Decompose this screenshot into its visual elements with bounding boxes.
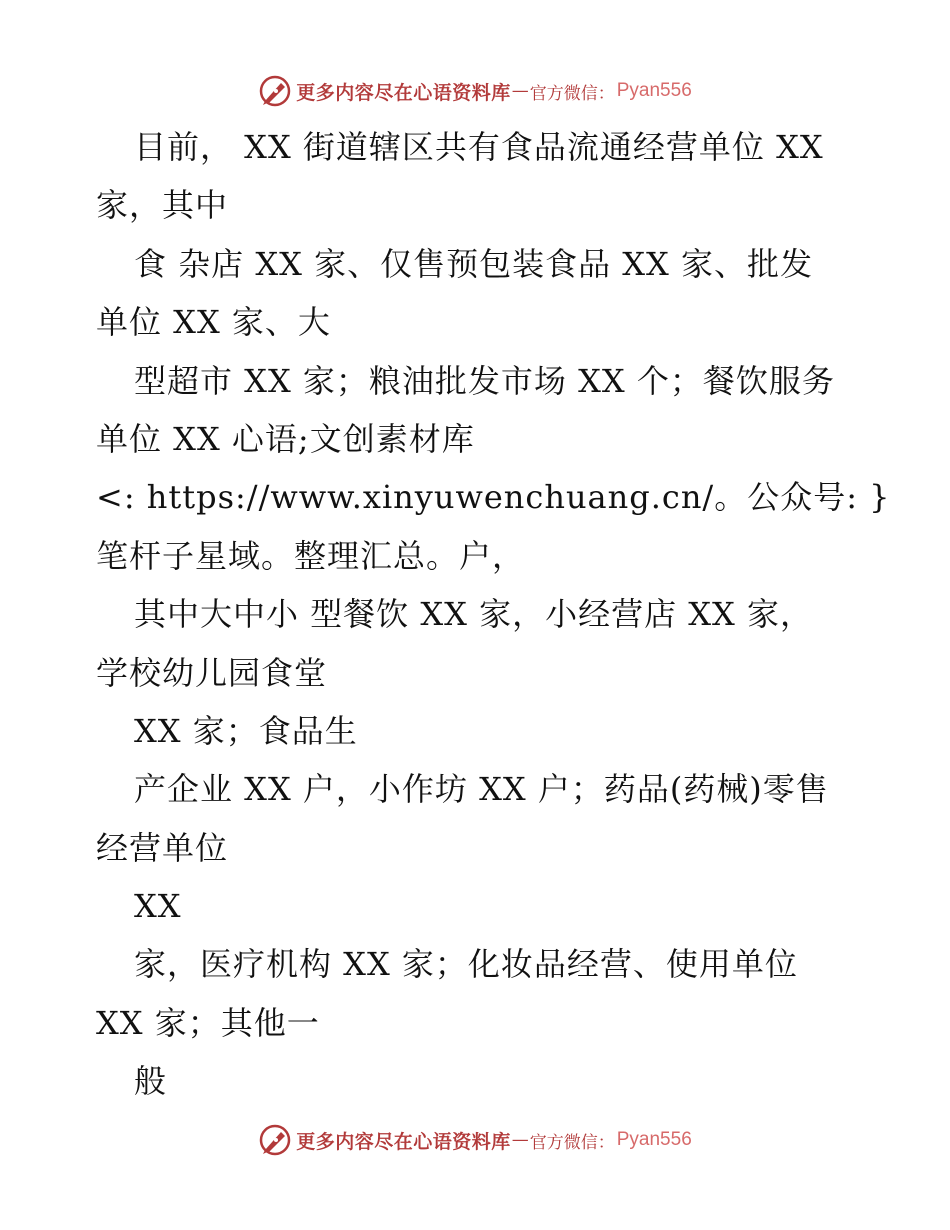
watermark-separator: — [511, 1130, 529, 1150]
body-line: XX [134, 887, 182, 926]
watermark-wechat-id: Pyan556 [616, 1129, 692, 1150]
body-line: 家，其中 [96, 186, 229, 225]
body-line: 产企业 XX 户，小作坊 XX 户；药品(药械)零售 [134, 770, 829, 809]
body-line: 般 [134, 1062, 168, 1101]
body-line: 笔杆子星域。整理汇总。户， [96, 536, 526, 575]
body-line: 单位 XX 家、大 [96, 303, 331, 342]
watermark-wechat-label: 官方微信： [529, 1132, 615, 1153]
body-line: 学校幼儿园食堂 [96, 653, 328, 692]
body-line: 型超市 XX 家；粮油批发市场 XX 个；餐饮服务 [134, 361, 835, 400]
pen-logo-icon [258, 1123, 292, 1157]
body-line: 家，医疗机构 XX 家；化妆品经营、使用单位 [134, 945, 798, 984]
body-line: XX 家；食品生 [134, 711, 358, 750]
body-line: XX 家；其他一 [96, 1003, 320, 1042]
body-line: 经营单位 [96, 828, 229, 867]
body-line: 单位 XX 心语;文创素材库 [96, 419, 475, 458]
watermark-wechat-id: Pyan556 [616, 80, 692, 101]
body-line: 其中大中小 型餐饮 XX 家，小经营店 XX 家， [134, 595, 813, 634]
body-line: 目前， XX 街道辖区共有食品流通经营单位 XX [134, 128, 824, 166]
watermark-brand: 更多内容尽在心语资料库 [296, 1130, 511, 1153]
body-line-url: <: https://www.xinyuwenchuang.cn/。公众号: } [96, 478, 891, 517]
pen-logo-icon [258, 74, 292, 108]
header-watermark [0, 71, 950, 111]
watermark-wechat-label: 官方微信： [529, 83, 615, 104]
document-body [96, 118, 891, 1111]
watermark-separator: — [511, 81, 529, 101]
watermark-brand: 更多内容尽在心语资料库 [296, 81, 511, 104]
footer-watermark [0, 1120, 950, 1160]
body-line: 食 杂店 XX 家、仅售预包装食品 XX 家、批发 [134, 244, 813, 283]
